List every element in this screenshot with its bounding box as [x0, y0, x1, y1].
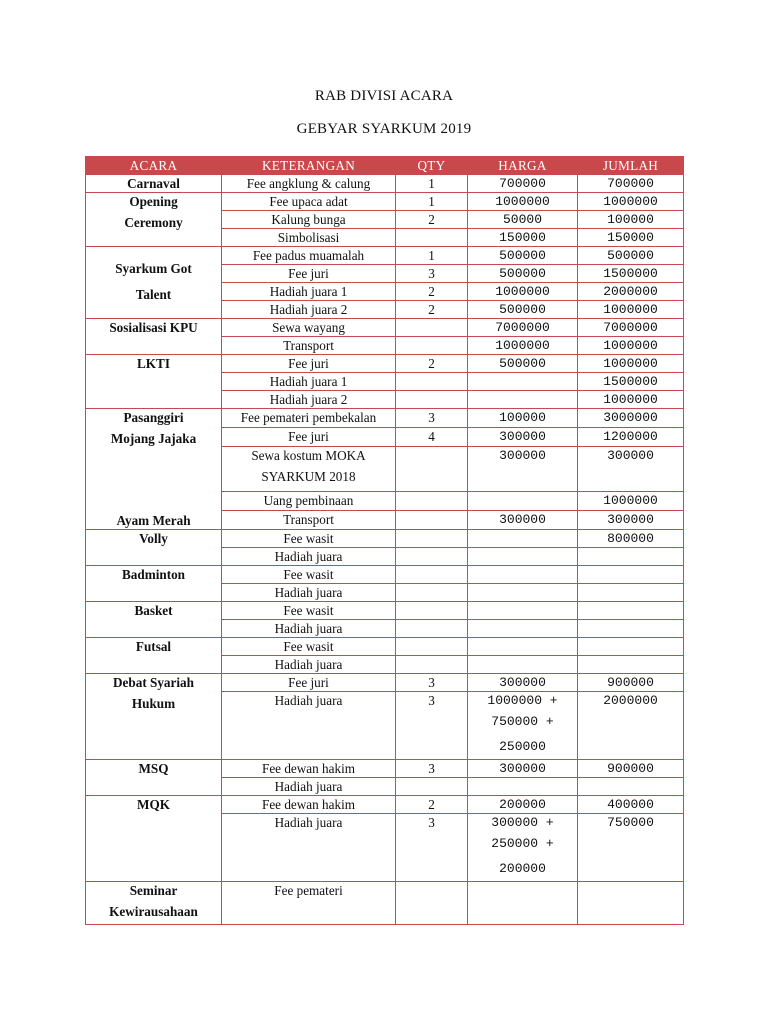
- acara-lkti: LKTI: [86, 355, 222, 409]
- acara-line: Pasanggiri: [123, 410, 184, 425]
- cell-qty: [396, 229, 468, 247]
- acara-line: Ceremony: [124, 215, 183, 230]
- cell-harga: [468, 373, 578, 391]
- ket-line: Sewa kostum MOKA: [251, 447, 366, 463]
- cell-qty: [396, 638, 468, 656]
- cell-qty: [396, 566, 468, 584]
- cell-qty: [396, 584, 468, 602]
- cell-harga: 150000: [468, 229, 578, 247]
- cell-jumlah: [578, 602, 684, 620]
- cell-harga: 300000: [468, 511, 578, 530]
- harga-line: 200000: [499, 861, 546, 876]
- cell-keterangan: Hadiah juara: [222, 656, 396, 674]
- cell-qty: [396, 337, 468, 355]
- cell-harga: 1000000: [468, 337, 578, 355]
- cell-keterangan: Fee juri: [222, 265, 396, 283]
- cell-jumlah: 150000: [578, 229, 684, 247]
- cell-harga: [468, 602, 578, 620]
- table-row: [86, 409, 684, 428]
- cell-harga: [468, 530, 578, 548]
- cell-harga: [468, 692, 578, 760]
- cell-jumlah: [578, 638, 684, 656]
- cell-jumlah: 1500000: [578, 373, 684, 391]
- cell-keterangan: Simbolisasi: [222, 229, 396, 247]
- document-title: RAB DIVISI ACARA: [314, 88, 454, 104]
- table-row: [86, 638, 684, 656]
- cell-qty: [396, 492, 468, 511]
- cell-harga: 500000: [468, 265, 578, 283]
- table-row: [86, 602, 684, 620]
- acara-seminar-kewirausahaan: [86, 882, 222, 925]
- header-keterangan: KETERANGAN: [222, 157, 396, 175]
- cell-qty: [396, 882, 468, 925]
- cell-qty: [396, 778, 468, 796]
- cell-harga: [468, 656, 578, 674]
- cell-qty: [396, 530, 468, 548]
- document-subtitle: GEBYAR SYARKUM 2019: [296, 121, 472, 137]
- cell-jumlah: 300000: [578, 446, 684, 491]
- harga-line: 750000 +: [491, 714, 554, 729]
- cell-qty: 1: [396, 175, 468, 193]
- cell-qty: [396, 656, 468, 674]
- cell-qty: 3: [396, 409, 468, 428]
- cell-harga: 300000: [468, 446, 578, 491]
- cell-qty: [396, 446, 468, 491]
- cell-harga: [468, 620, 578, 638]
- ket-line: SYARKUM 2018: [261, 468, 356, 484]
- table-row: [86, 193, 684, 211]
- table-header-row: [86, 157, 684, 175]
- cell-keterangan: Fee wasit: [222, 530, 396, 548]
- cell-qty: [396, 319, 468, 337]
- cell-jumlah: 1000000: [578, 193, 684, 211]
- cell-jumlah: 400000: [578, 796, 684, 814]
- acara-line: Kewirausahaan: [109, 904, 198, 919]
- acara-badminton: Badminton: [86, 566, 222, 602]
- table-row: [86, 796, 684, 814]
- acara-mqk: MQK: [86, 796, 222, 882]
- cell-harga: 500000: [468, 301, 578, 319]
- cell-qty: 2: [396, 355, 468, 373]
- header-jumlah: JUMLAH: [578, 157, 684, 175]
- acara-msq: MSQ: [86, 760, 222, 796]
- cell-keterangan: Fee pemateri pembekalan: [222, 409, 396, 428]
- cell-harga: 300000: [468, 674, 578, 692]
- cell-jumlah: 750000: [578, 814, 684, 882]
- cell-qty: 3: [396, 265, 468, 283]
- harga-line: 1000000 +: [487, 693, 558, 708]
- cell-jumlah: 1500000: [578, 265, 684, 283]
- cell-keterangan: Fee padus muamalah: [222, 247, 396, 265]
- acara-carnaval: Carnaval: [86, 175, 222, 193]
- acara-line: Opening: [129, 194, 178, 209]
- cell-jumlah: 2000000: [578, 283, 684, 301]
- table-row: [86, 247, 684, 265]
- cell-jumlah: [578, 584, 684, 602]
- cell-jumlah: 700000: [578, 175, 684, 193]
- cell-harga: [468, 566, 578, 584]
- cell-harga: 7000000: [468, 319, 578, 337]
- cell-harga: 300000: [468, 427, 578, 446]
- cell-keterangan: Fee angklung & calung: [222, 175, 396, 193]
- cell-keterangan: Hadiah juara 1: [222, 373, 396, 391]
- header-qty: QTY: [396, 157, 468, 175]
- cell-qty: [396, 602, 468, 620]
- cell-qty: 3: [396, 814, 468, 882]
- cell-qty: [396, 391, 468, 409]
- cell-harga: [468, 548, 578, 566]
- table-row: [86, 175, 684, 193]
- cell-qty: 2: [396, 796, 468, 814]
- cell-harga: [468, 584, 578, 602]
- table-row: [86, 530, 684, 548]
- acara-opening-ceremony: [86, 193, 222, 247]
- cell-harga: [468, 391, 578, 409]
- cell-qty: 3: [396, 674, 468, 692]
- acara-line: Hukum: [131, 696, 176, 711]
- acara-pasanggiri-mojang-jajaka: [86, 409, 222, 530]
- acara-line: Debat Syariah: [113, 675, 194, 690]
- cell-jumlah: [578, 778, 684, 796]
- budget-table: [85, 156, 684, 925]
- cell-jumlah: 900000: [578, 674, 684, 692]
- cell-jumlah: 1000000: [578, 391, 684, 409]
- cell-qty: 2: [396, 211, 468, 229]
- cell-keterangan: Hadiah juara 2: [222, 391, 396, 409]
- acara-basket: Basket: [86, 602, 222, 638]
- cell-qty: 2: [396, 301, 468, 319]
- acara-syarkum-got-talent: [86, 247, 222, 319]
- table-row: [86, 355, 684, 373]
- cell-jumlah: [578, 548, 684, 566]
- cell-qty: [396, 548, 468, 566]
- cell-jumlah: [578, 566, 684, 584]
- cell-harga: 300000: [468, 760, 578, 778]
- table-row: [86, 760, 684, 778]
- cell-keterangan: Hadiah juara: [222, 548, 396, 566]
- cell-harga: 500000: [468, 355, 578, 373]
- header-acara: ACARA: [86, 157, 222, 175]
- cell-keterangan: Fee upaca adat: [222, 193, 396, 211]
- cell-qty: 1: [396, 193, 468, 211]
- acara-line: Syarkum Got: [115, 261, 192, 276]
- cell-keterangan: Fee wasit: [222, 638, 396, 656]
- cell-harga: [468, 778, 578, 796]
- cell-harga: 200000: [468, 796, 578, 814]
- cell-jumlah: 500000: [578, 247, 684, 265]
- cell-keterangan: Fee dewan hakim: [222, 796, 396, 814]
- acara-volly: Volly: [86, 530, 222, 566]
- cell-jumlah: 1000000: [578, 492, 684, 511]
- cell-keterangan: Fee pemateri: [222, 882, 396, 925]
- header-harga: HARGA: [468, 157, 578, 175]
- cell-jumlah: 1000000: [578, 337, 684, 355]
- cell-harga: [468, 492, 578, 511]
- cell-keterangan: [222, 446, 396, 491]
- cell-jumlah: 7000000: [578, 319, 684, 337]
- cell-jumlah: 800000: [578, 530, 684, 548]
- cell-harga: 100000: [468, 409, 578, 428]
- cell-jumlah: [578, 620, 684, 638]
- cell-qty: 1: [396, 247, 468, 265]
- cell-jumlah: 1000000: [578, 301, 684, 319]
- cell-qty: 3: [396, 760, 468, 778]
- harga-line: 250000 +: [491, 836, 554, 851]
- cell-qty: [396, 511, 468, 530]
- cell-harga: [468, 638, 578, 656]
- cell-harga: 50000: [468, 211, 578, 229]
- harga-line: 300000 +: [491, 815, 554, 830]
- cell-keterangan: Hadiah juara 1: [222, 283, 396, 301]
- table-row: [86, 319, 684, 337]
- cell-jumlah: [578, 882, 684, 925]
- cell-keterangan: Fee juri: [222, 674, 396, 692]
- cell-qty: [396, 373, 468, 391]
- cell-harga: 500000: [468, 247, 578, 265]
- cell-keterangan: Fee wasit: [222, 566, 396, 584]
- table-row: [86, 674, 684, 692]
- cell-jumlah: 3000000: [578, 409, 684, 428]
- harga-line: 250000: [499, 739, 546, 754]
- cell-keterangan: Transport: [222, 337, 396, 355]
- cell-jumlah: 1000000: [578, 355, 684, 373]
- acara-debat-syariah-hukum: [86, 674, 222, 760]
- cell-keterangan: Fee wasit: [222, 602, 396, 620]
- cell-keterangan: Kalung bunga: [222, 211, 396, 229]
- cell-jumlah: 100000: [578, 211, 684, 229]
- cell-jumlah: 2000000: [578, 692, 684, 760]
- cell-keterangan: Hadiah juara: [222, 814, 396, 882]
- cell-keterangan: Fee juri: [222, 355, 396, 373]
- cell-harga: 700000: [468, 175, 578, 193]
- cell-jumlah: 1200000: [578, 427, 684, 446]
- cell-jumlah: 300000: [578, 511, 684, 530]
- cell-qty: 2: [396, 283, 468, 301]
- cell-keterangan: Transport: [222, 511, 396, 530]
- cell-keterangan: Hadiah juara 2: [222, 301, 396, 319]
- cell-harga: [468, 814, 578, 882]
- acara-line: Ayam Merah: [116, 513, 191, 528]
- acara-line: Mojang Jajaka: [110, 431, 197, 446]
- cell-harga: 1000000: [468, 283, 578, 301]
- cell-keterangan: Hadiah juara: [222, 692, 396, 760]
- table-row: [86, 882, 684, 925]
- cell-keterangan: Fee dewan hakim: [222, 760, 396, 778]
- cell-keterangan: Hadiah juara: [222, 620, 396, 638]
- cell-qty: 3: [396, 692, 468, 760]
- cell-keterangan: Sewa wayang: [222, 319, 396, 337]
- acara-line: Talent: [135, 287, 172, 302]
- cell-jumlah: 900000: [578, 760, 684, 778]
- cell-keterangan: Hadiah juara: [222, 584, 396, 602]
- cell-qty: 4: [396, 427, 468, 446]
- cell-keterangan: Hadiah juara: [222, 778, 396, 796]
- acara-futsal: Futsal: [86, 638, 222, 674]
- table-row: [86, 566, 684, 584]
- cell-harga: 1000000: [468, 193, 578, 211]
- cell-keterangan: Fee juri: [222, 427, 396, 446]
- acara-line: Seminar: [129, 883, 178, 898]
- acara-sosialisasi-kpu: Sosialisasi KPU: [86, 319, 222, 355]
- cell-jumlah: [578, 656, 684, 674]
- cell-qty: [396, 620, 468, 638]
- cell-harga: [468, 882, 578, 925]
- cell-keterangan: Uang pembinaan: [222, 492, 396, 511]
